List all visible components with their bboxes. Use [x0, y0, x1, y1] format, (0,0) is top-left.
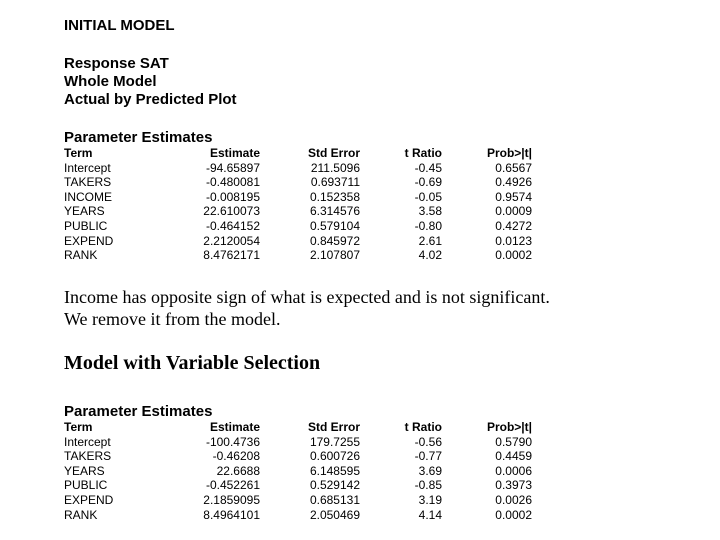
table-row — [64, 190, 532, 205]
note-line-2: We remove it from the model. — [64, 309, 281, 329]
t-ratio-cell: -0.56 — [414, 434, 442, 449]
table-row — [64, 161, 532, 176]
table-row — [64, 204, 532, 219]
column-header-term: Term — [64, 146, 93, 160]
prob-cell: 0.0002 — [495, 248, 532, 263]
t-ratio-cell: -0.69 — [414, 175, 442, 190]
prob-cell: 0.0002 — [495, 507, 532, 522]
estimate-cell: -0.008195 — [205, 189, 260, 204]
prob-cell: 0.0026 — [495, 492, 532, 507]
t-ratio-cell: 4.14 — [418, 507, 442, 522]
std-error-cell: 0.600726 — [309, 449, 360, 464]
prob-cell: 0.0123 — [495, 233, 532, 248]
prob-cell: 0.4926 — [495, 175, 532, 190]
prob-cell: 0.0009 — [495, 204, 532, 219]
table-header-row — [64, 146, 532, 161]
t-ratio-cell: 4.02 — [418, 248, 442, 263]
std-error-cell: 6.148595 — [309, 463, 360, 478]
term-cell: TAKERS — [64, 175, 112, 190]
term-cell: RANK — [64, 507, 98, 522]
table-row — [64, 508, 532, 523]
prob-cell: 0.4272 — [495, 218, 532, 233]
term-cell: EXPEND — [64, 492, 114, 507]
estimate-cell: 22.6688 — [216, 463, 260, 478]
table-row — [64, 175, 532, 190]
term-cell: YEARS — [64, 463, 105, 478]
t-ratio-cell: 2.61 — [418, 233, 442, 248]
prob-cell: 0.4459 — [495, 449, 532, 464]
term-cell: EXPEND — [64, 233, 114, 248]
std-error-cell: 0.845972 — [309, 233, 360, 248]
column-header-std-error: Std Error — [307, 146, 360, 160]
prob-cell: 0.3973 — [495, 478, 532, 493]
estimate-cell: 2.2120054 — [203, 233, 260, 248]
estimate-cell: -0.46208 — [212, 449, 260, 464]
t-ratio-cell: -0.05 — [414, 189, 442, 204]
t-ratio-cell: -0.80 — [414, 218, 442, 233]
column-header-prob: Prob>|t| — [486, 146, 532, 160]
column-header-std-error: Std Error — [307, 420, 360, 434]
term-cell: INCOME — [64, 189, 112, 204]
table-row — [64, 435, 532, 450]
estimate-cell: -0.452261 — [205, 478, 260, 493]
std-error-cell: 0.685131 — [309, 492, 360, 507]
response-label: Response SAT — [64, 55, 169, 72]
estimate-cell: 2.1859095 — [203, 492, 260, 507]
parameter-estimates-table-2 — [64, 420, 532, 522]
std-error-cell: 0.579104 — [309, 218, 360, 233]
t-ratio-cell: 3.19 — [418, 492, 442, 507]
table-row — [64, 478, 532, 493]
term-cell: PUBLIC — [64, 478, 108, 493]
parameter-estimates-table-1 — [64, 146, 532, 263]
t-ratio-cell: -0.45 — [414, 160, 442, 175]
term-cell: PUBLIC — [64, 218, 108, 233]
table-row — [64, 493, 532, 508]
t-ratio-cell: 3.58 — [418, 204, 442, 219]
std-error-cell: 211.5096 — [310, 160, 360, 175]
std-error-cell: 0.693711 — [310, 175, 360, 190]
initial-model-title: INITIAL MODEL — [64, 17, 175, 34]
column-header-t-ratio: t Ratio — [404, 146, 442, 160]
whole-model-label: Whole Model — [64, 73, 157, 90]
table-row — [64, 449, 532, 464]
column-header-prob: Prob>|t| — [486, 420, 532, 434]
term-cell: Intercept — [64, 434, 111, 449]
model-selection-title: Model with Variable Selection — [64, 352, 321, 374]
column-header-estimate: Estimate — [209, 420, 260, 434]
std-error-cell: 0.529142 — [309, 478, 360, 493]
t-ratio-cell: -0.85 — [414, 478, 442, 493]
term-cell: Intercept — [64, 160, 111, 175]
estimate-cell: -94.65897 — [205, 160, 260, 175]
std-error-cell: 2.107807 — [309, 248, 360, 263]
prob-cell: 0.5790 — [495, 434, 532, 449]
table-row — [64, 219, 532, 234]
term-cell: RANK — [64, 248, 98, 263]
estimate-cell: 8.4964101 — [203, 507, 260, 522]
column-header-estimate: Estimate — [209, 146, 260, 160]
table-row — [64, 464, 532, 479]
parameter-estimates-title-1: Parameter Estimates — [64, 129, 213, 146]
estimate-cell: 22.610073 — [203, 204, 260, 219]
term-cell: YEARS — [64, 204, 105, 219]
estimate-cell: -0.464152 — [205, 218, 260, 233]
std-error-cell: 179.7255 — [309, 434, 360, 449]
note-line-1: Income has opposite sign of what is expected and is not significant. — [64, 287, 550, 307]
parameter-estimates-title-2: Parameter Estimates — [64, 403, 213, 420]
prob-cell: 0.0006 — [495, 463, 532, 478]
prob-cell: 0.9574 — [495, 189, 532, 204]
prob-cell: 0.6567 — [495, 160, 532, 175]
column-header-t-ratio: t Ratio — [404, 420, 442, 434]
t-ratio-cell: -0.77 — [414, 449, 442, 464]
std-error-cell: 2.050469 — [309, 507, 360, 522]
std-error-cell: 0.152358 — [309, 189, 360, 204]
std-error-cell: 6.314576 — [309, 204, 360, 219]
estimate-cell: 8.4762171 — [203, 248, 260, 263]
table-row — [64, 234, 532, 249]
table-header-row — [64, 420, 532, 435]
column-header-term: Term — [64, 420, 93, 434]
plot-label: Actual by Predicted Plot — [64, 91, 237, 108]
term-cell: TAKERS — [64, 449, 112, 464]
t-ratio-cell: 3.69 — [418, 463, 442, 478]
estimate-cell: -100.4736 — [205, 434, 260, 449]
table-row — [64, 248, 532, 263]
estimate-cell: -0.480081 — [205, 175, 260, 190]
